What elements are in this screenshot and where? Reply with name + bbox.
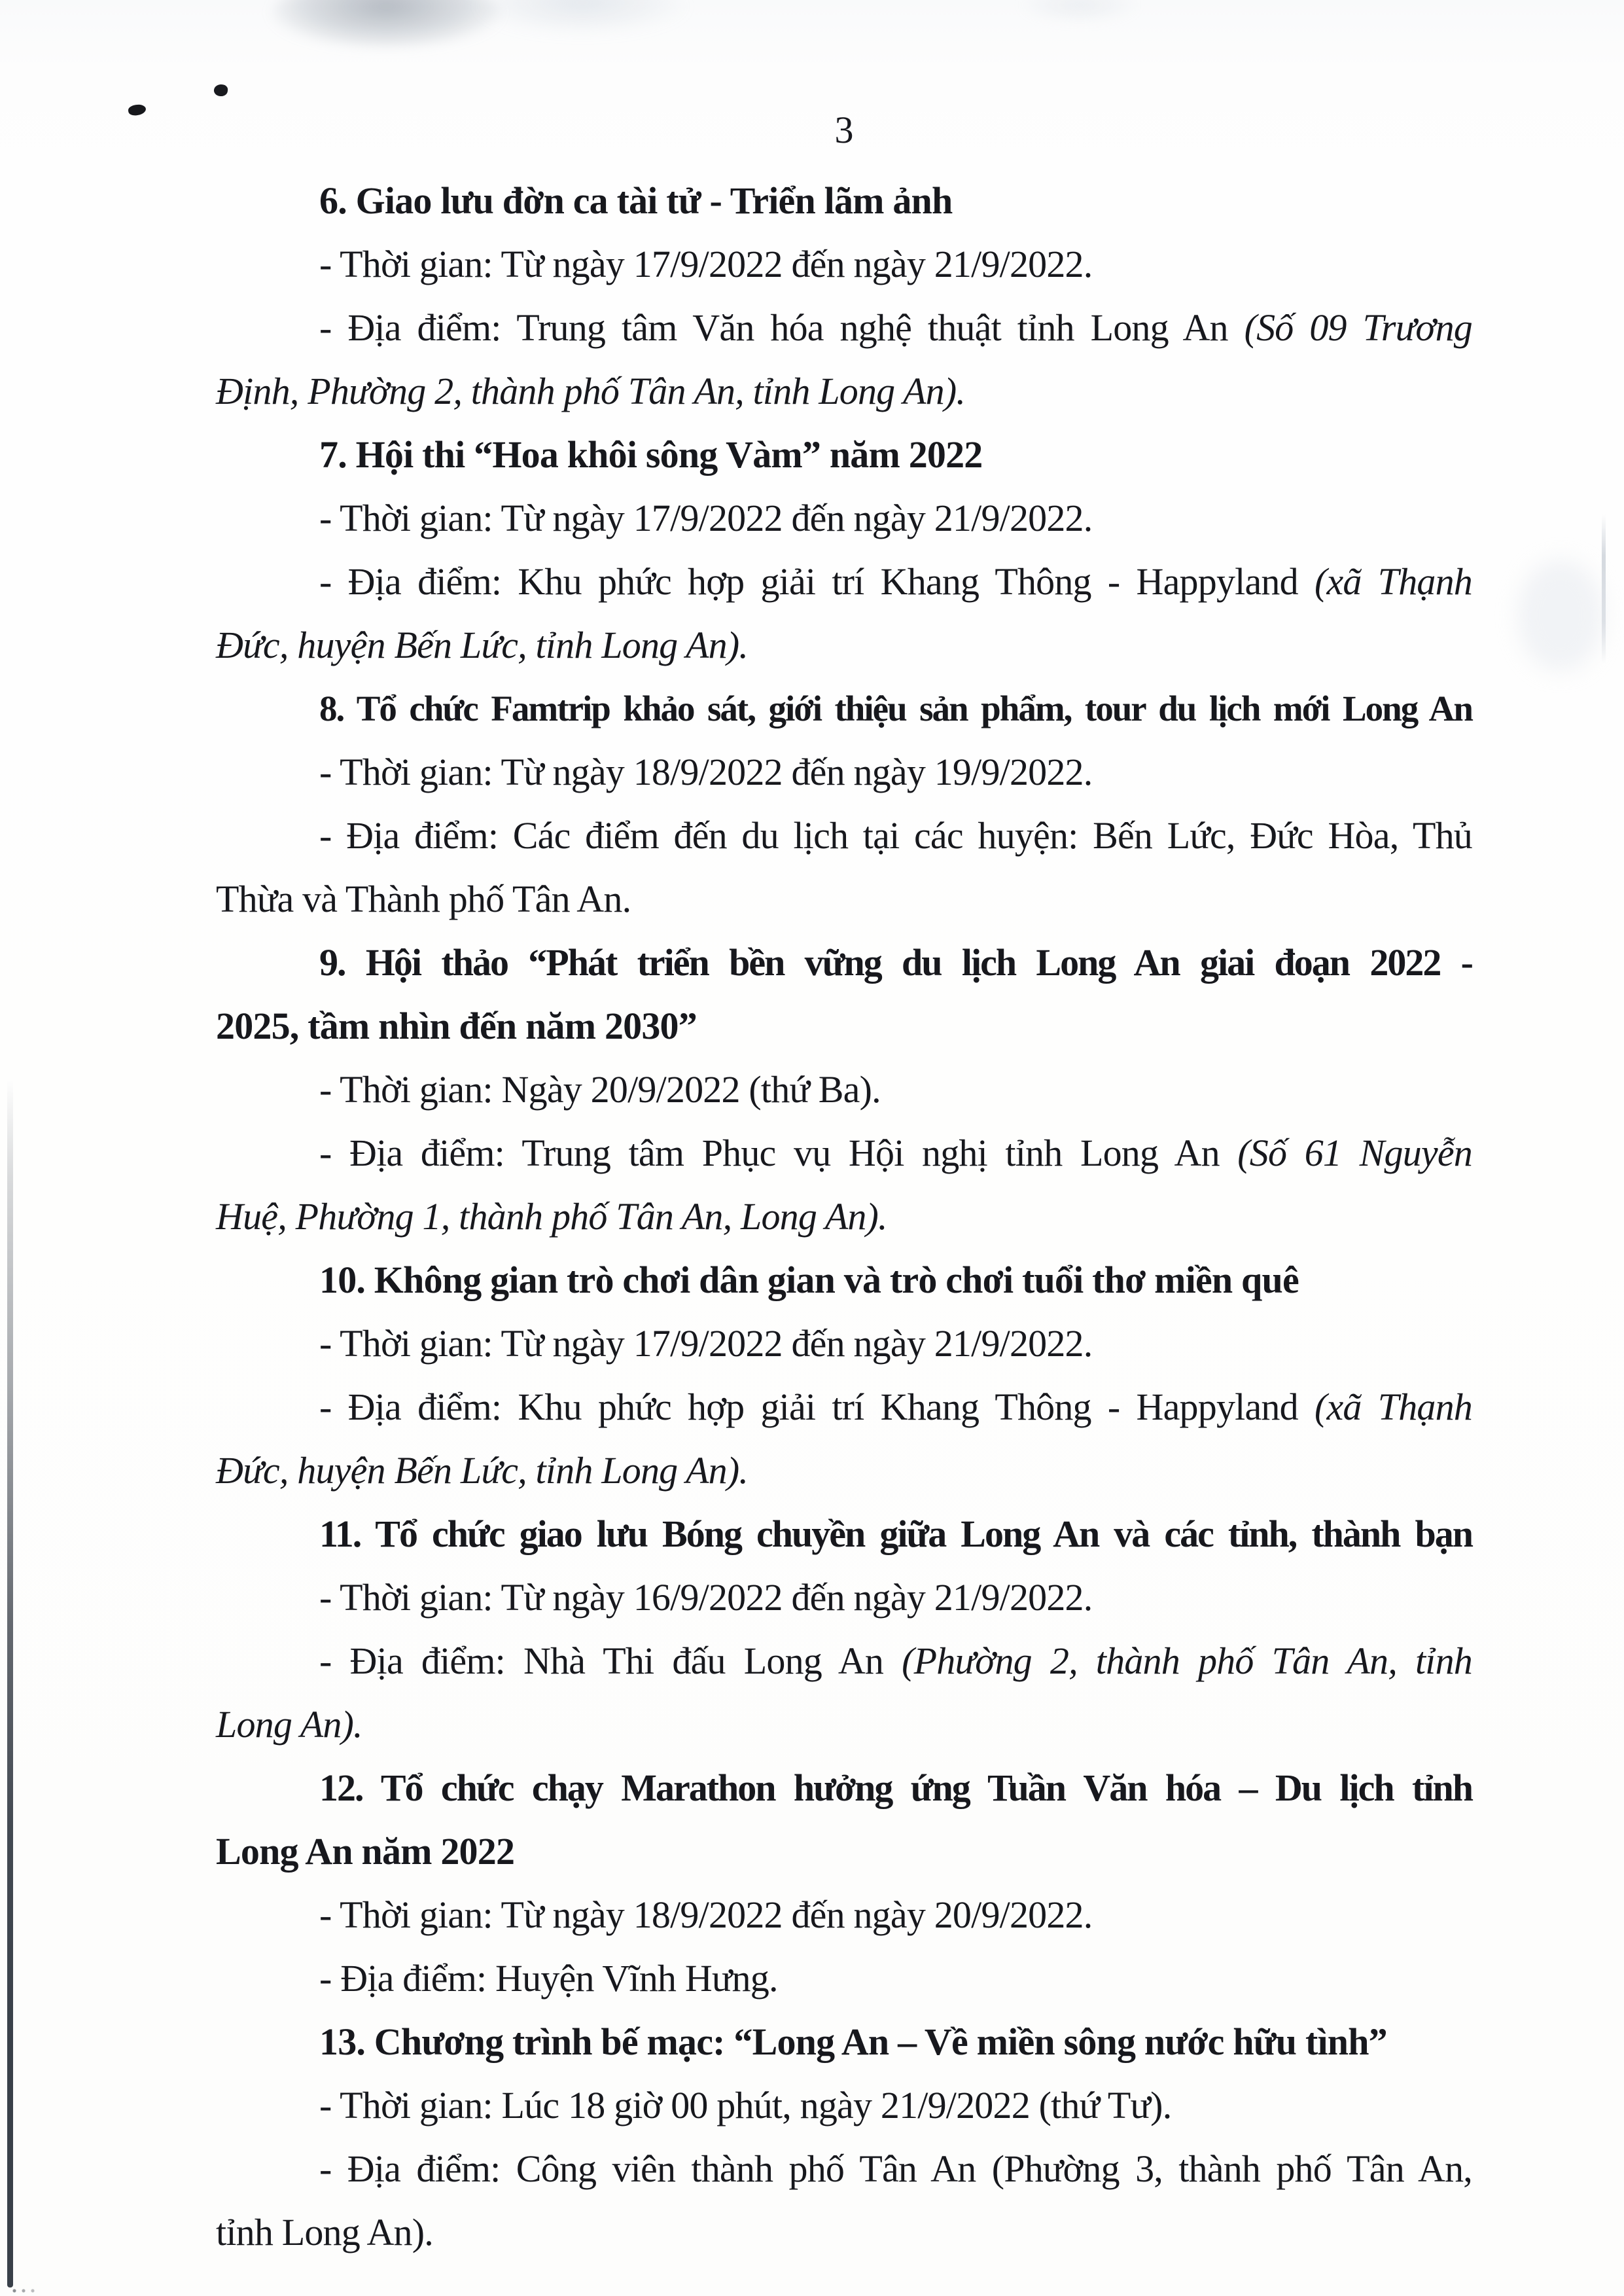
text-run: Đức, huyện Bến Lức, tỉnh Long An).	[216, 624, 749, 666]
text-run: 2025, tầm nhìn đến năm 2030”	[216, 1005, 697, 1047]
text-line	[216, 1946, 1472, 2010]
text-run: 10. Không gian trò chơi dân gian và trò chơi tuổi thơ miền quê	[319, 1259, 1299, 1301]
scan-smudge	[478, 0, 687, 34]
text-line	[216, 550, 1472, 613]
text-run: - Thời gian: Từ ngày 17/9/2022 đến ngày 21/9/2022.	[319, 243, 1093, 285]
page-number: 3	[834, 109, 854, 151]
text-run: 8. Tổ chức Famtrip khảo sát, giới thiệu sản phẩm, tour du lịch mới Long An	[319, 689, 1472, 728]
text-line	[216, 1883, 1472, 1946]
text-run: - Thời gian: Ngày 20/9/2022 (thứ Ba).	[319, 1068, 881, 1111]
document-body	[216, 169, 1472, 2264]
text-run: Long An năm 2022	[216, 1830, 515, 1873]
text-line	[216, 232, 1472, 296]
text-run: - Địa điểm: Trung tâm Phục vụ Hội nghị tỉnh Long An	[319, 1132, 1238, 1174]
scan-faint-line	[1602, 514, 1606, 664]
text-run: 12. Tổ chức chạy Marathon hưởng ứng Tuần Văn hóa – Du lịch tỉnh	[319, 1767, 1472, 1809]
scan-edge-dots	[10, 2289, 37, 2293]
text-line	[216, 867, 1472, 931]
text-run: Đức, huyện Bến Lức, tỉnh Long An).	[216, 1449, 749, 1492]
text-run: (xã Thạnh	[1314, 1386, 1472, 1428]
text-line	[216, 1693, 1472, 1756]
text-run: - Địa điểm: Huyện Vĩnh Hưng.	[319, 1957, 778, 2000]
text-line	[216, 1629, 1472, 1693]
text-line	[216, 1502, 1472, 1566]
text-line	[216, 1312, 1472, 1375]
text-run: - Thời gian: Lúc 18 giờ 00 phút, ngày 21/9/2022 (thứ Tư).	[319, 2084, 1172, 2126]
text-line	[216, 613, 1472, 677]
text-run: - Thời gian: Từ ngày 17/9/2022 đến ngày 21/9/2022.	[319, 497, 1093, 539]
text-run: tỉnh Long An).	[216, 2211, 433, 2253]
text-run: (Phường 2, thành phố Tân An, tỉnh	[902, 1640, 1472, 1682]
text-line	[216, 2137, 1472, 2200]
text-run: - Địa điểm: Khu phức hợp giải trí Khang Thông - Happyland	[319, 560, 1315, 603]
text-line	[216, 1820, 1472, 1883]
text-run: (xã Thạnh	[1314, 560, 1472, 603]
text-run: 11. Tổ chức giao lưu Bóng chuyền giữa Long An và các tỉnh, thành bạn	[319, 1513, 1472, 1555]
text-line	[216, 1248, 1472, 1312]
ink-dot	[213, 84, 228, 97]
text-line	[216, 804, 1472, 867]
text-line	[216, 2200, 1472, 2264]
text-run: - Địa điểm: Các điểm đến du lịch tại các huyện: Bến Lức, Đức Hòa, Thủ	[319, 814, 1472, 857]
text-run: - Thời gian: Từ ngày 18/9/2022 đến ngày 20/9/2022.	[319, 1893, 1093, 1936]
text-run: 9. Hội thảo “Phát triển bền vững du lịch Long An giai đoạn 2022 -	[319, 941, 1472, 984]
scan-haze	[1518, 560, 1603, 671]
text-line	[216, 994, 1472, 1058]
text-run: - Địa điểm: Công viên thành phố Tân An (Phường 3, thành phố Tân An,	[319, 2147, 1472, 2190]
text-run: 6. Giao lưu đờn ca tài tử - Triển lãm ảnh	[319, 179, 953, 222]
scan-edge-line	[7, 1080, 13, 2287]
text-line	[216, 296, 1472, 359]
scan-smudge	[1021, 0, 1139, 23]
text-run: Định, Phường 2, thành phố Tân An, tỉnh Long An).	[216, 370, 966, 412]
text-line	[216, 740, 1472, 804]
text-line	[216, 677, 1472, 740]
text-line	[216, 1375, 1472, 1439]
text-line	[216, 169, 1472, 232]
text-line	[216, 1439, 1472, 1502]
text-run: 7. Hội thi “Hoa khôi sông Vàm” năm 2022	[319, 433, 983, 476]
text-run: 13. Chương trình bế mạc: “Long An – Về miền sông nước hữu tình”	[319, 2020, 1387, 2063]
text-run: - Địa điểm: Trung tâm Văn hóa nghệ thuật tỉnh Long An	[319, 306, 1244, 349]
text-run: - Thời gian: Từ ngày 18/9/2022 đến ngày 19/9/2022.	[319, 751, 1093, 793]
text-line	[216, 423, 1472, 486]
text-line	[216, 2010, 1472, 2073]
text-run: Long An).	[216, 1703, 362, 1746]
text-run: - Địa điểm: Nhà Thi đấu Long An	[319, 1640, 902, 1682]
text-run: - Thời gian: Từ ngày 16/9/2022 đến ngày 21/9/2022.	[319, 1576, 1093, 1619]
text-line	[216, 2073, 1472, 2137]
text-run: - Địa điểm: Khu phức hợp giải trí Khang Thông - Happyland	[319, 1386, 1315, 1428]
ink-dot	[128, 103, 147, 117]
text-line	[216, 1185, 1472, 1248]
text-run: (Số 61 Nguyễn	[1237, 1132, 1472, 1174]
scan-smudge	[272, 0, 501, 48]
text-line	[216, 1756, 1472, 1820]
text-run: (Số 09 Trương	[1244, 306, 1472, 349]
text-line	[216, 359, 1472, 423]
text-line	[216, 931, 1472, 994]
text-line	[216, 1566, 1472, 1629]
text-run: Thừa và Thành phố Tân An.	[216, 878, 631, 920]
text-run: - Thời gian: Từ ngày 17/9/2022 đến ngày 21/9/2022.	[319, 1322, 1093, 1365]
text-line	[216, 1058, 1472, 1121]
text-line	[216, 486, 1472, 550]
text-line	[216, 1121, 1472, 1185]
text-run: Huệ, Phường 1, thành phố Tân An, Long An).	[216, 1195, 887, 1238]
